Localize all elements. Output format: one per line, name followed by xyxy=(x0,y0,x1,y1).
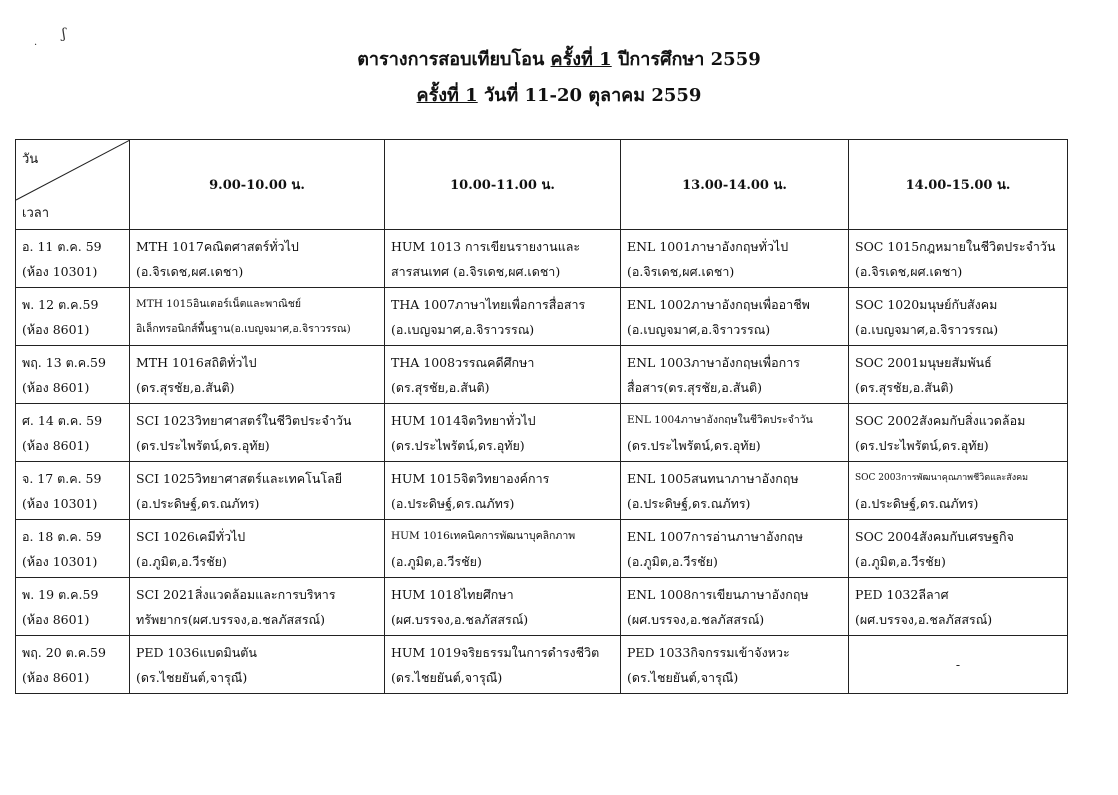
day-label: อ. 18 ต.ค. 59 xyxy=(22,528,102,544)
exam-cell xyxy=(621,230,849,288)
exam-cell xyxy=(849,462,1068,520)
day-label: พ. 19 ต.ค.59 xyxy=(22,586,99,602)
course-title: SOC 2003การพัฒนาคุณภาพชีวิตและสังคม xyxy=(855,472,1029,483)
course-title: SOC 2002สังคมกับสิ่งแวดล้อม xyxy=(855,412,1026,428)
exam-cell xyxy=(849,346,1068,404)
course-title: SOC 2004สังคมกับเศรษฐกิจ xyxy=(855,528,1014,544)
course-title: MTH 1015อินเตอร์เน็ตและพาณิชย์ xyxy=(136,297,302,310)
exam-cell xyxy=(849,636,1068,694)
empty-marker: - xyxy=(955,657,961,672)
subtitle-round: ครั้งที่ 1 xyxy=(416,85,478,106)
course-detail: (ผศ.บรรจง,อ.ชลภัสสรณ์) xyxy=(627,611,765,627)
course-title: THA 1007ภาษาไทยเพื่อการสื่อสาร xyxy=(391,296,586,312)
time-slot-header: 14.00-15.00 น. xyxy=(849,140,1068,230)
exam-cell xyxy=(849,520,1068,578)
day-cell xyxy=(16,578,130,636)
subtitle-dates: วันที่ 11-20 ตุลาคม 2559 xyxy=(483,85,702,106)
room-label: (ห้อง 10301) xyxy=(22,263,98,279)
day-label: พฤ. 13 ต.ค.59 xyxy=(22,354,106,370)
course-detail: (อ.ภูมิต,อ.วีรชัย) xyxy=(136,553,227,569)
exam-schedule-table xyxy=(15,139,1068,694)
exam-cell xyxy=(385,230,621,288)
day-label: ศ. 14 ต.ค. 59 xyxy=(22,412,103,428)
exam-cell xyxy=(385,578,621,636)
course-detail: (ผศ.บรรจง,อ.ชลภัสสรณ์) xyxy=(855,611,993,627)
room-label: (ห้อง 8601) xyxy=(22,437,90,453)
exam-cell xyxy=(130,520,385,578)
table-row xyxy=(16,288,1068,346)
course-detail: (อ.เบญจมาศ,อ.จิราวรรณ) xyxy=(855,321,999,337)
exam-cell xyxy=(849,288,1068,346)
exam-cell xyxy=(385,520,621,578)
exam-cell xyxy=(621,578,849,636)
page-title xyxy=(0,44,1118,73)
day-label: จ. 17 ต.ค. 59 xyxy=(22,470,102,486)
room-label: (ห้อง 8601) xyxy=(22,379,90,395)
title-year: ปีการศึกษา 2559 xyxy=(617,49,761,70)
course-detail: (ดร.สุรชัย,อ.สันติ) xyxy=(391,379,490,395)
scan-mark: ʃ xyxy=(62,26,66,42)
course-detail: (ผศ.บรรจง,อ.ชลภัสสรณ์) xyxy=(391,611,529,627)
course-detail: (ดร.ประไพรัตน์,ดร.อุทัย) xyxy=(136,437,270,453)
course-title: HUM 1013 การเขียนรายงานและ xyxy=(391,238,581,254)
course-title: MTH 1016สถิติทั่วไป xyxy=(136,354,257,370)
course-title: SCI 1023วิทยาศาสตร์ในชีวิตประจำวัน xyxy=(136,412,352,428)
room-label: (ห้อง 8601) xyxy=(22,611,90,627)
time-slot-header: 13.00-14.00 น. xyxy=(621,140,849,230)
exam-cell xyxy=(385,636,621,694)
day-cell xyxy=(16,288,130,346)
course-title: HUM 1014จิตวิทยาทั่วไป xyxy=(391,412,536,428)
exam-cell xyxy=(621,636,849,694)
table-row xyxy=(16,636,1068,694)
course-detail: (อ.จิรเดช,ผศ.เดชา) xyxy=(855,263,963,279)
exam-cell xyxy=(130,462,385,520)
day-label: อ. 11 ต.ค. 59 xyxy=(22,238,102,254)
table-row xyxy=(16,462,1068,520)
course-detail: (อ.ภูมิต,อ.วีรชัย) xyxy=(627,553,718,569)
course-detail: (อ.ประดิษฐ์,ดร.ณภัทร) xyxy=(136,495,260,511)
course-detail: สื่อสาร(ดร.สุรชัย,อ.สันติ) xyxy=(627,379,762,395)
course-title: SOC 2001มนุษยสัมพันธ์ xyxy=(855,354,992,370)
scan-dot: · xyxy=(34,40,38,51)
course-title: ENL 1005สนทนาภาษาอังกฤษ xyxy=(627,470,799,486)
course-title: ENL 1008การเขียนภาษาอังกฤษ xyxy=(627,586,809,602)
course-title: PED 1032ลีลาศ xyxy=(855,586,949,602)
exam-cell xyxy=(621,462,849,520)
time-slot-header: 10.00-11.00 น. xyxy=(385,140,621,230)
exam-cell xyxy=(385,346,621,404)
day-cell xyxy=(16,636,130,694)
time-slot-header: 9.00-10.00 น. xyxy=(130,140,385,230)
course-detail: (ดร.ประไพรัตน์,ดร.อุทัย) xyxy=(627,437,761,453)
course-title: SCI 1026เคมีทั่วไป xyxy=(136,528,246,544)
room-label: (ห้อง 8601) xyxy=(22,669,90,685)
course-title: ENL 1003ภาษาอังกฤษเพื่อการ xyxy=(627,354,800,370)
table-row xyxy=(16,230,1068,288)
course-detail: (อ.จิรเดช,ผศ.เดชา) xyxy=(627,263,735,279)
course-title: HUM 1018ไทยศึกษา xyxy=(391,586,514,602)
course-detail: (ดร.ไชยยันต์,จารุณี) xyxy=(627,669,739,685)
title-prefix: ตารางการสอบเทียบโอน xyxy=(357,49,545,70)
exam-cell xyxy=(849,578,1068,636)
course-detail: (อ.เบญจมาศ,อ.จิราวรรณ) xyxy=(627,321,771,337)
exam-cell xyxy=(130,404,385,462)
course-detail: (อ.เบญจมาศ,อ.จิราวรรณ) xyxy=(391,321,535,337)
course-title: PED 1033กิจกรรมเข้าจังหวะ xyxy=(627,644,790,660)
header-row xyxy=(16,140,1068,230)
title-round: ครั้งที่ 1 xyxy=(550,49,612,70)
course-detail: (ดร.ไชยยันต์,จารุณี) xyxy=(136,669,248,685)
table-row xyxy=(16,578,1068,636)
exam-cell xyxy=(621,520,849,578)
day-cell xyxy=(16,230,130,288)
exam-cell xyxy=(130,288,385,346)
day-label: พ. 12 ต.ค.59 xyxy=(22,296,99,312)
course-detail: (ดร.สุรชัย,อ.สันติ) xyxy=(855,379,954,395)
corner-time-label: เวลา xyxy=(22,206,50,221)
course-title: SCI 1025วิทยาศาสตร์และเทคโนโลยี xyxy=(136,470,343,486)
exam-cell xyxy=(621,346,849,404)
course-title: ENL 1004ภาษาอังกฤษในชีวิตประจำวัน xyxy=(627,413,813,426)
day-label: พฤ. 20 ต.ค.59 xyxy=(22,644,106,660)
course-title: HUM 1016เทคนิคการพัฒนาบุคลิกภาพ xyxy=(391,529,576,542)
course-title: PED 1036แบดมินตัน xyxy=(136,644,257,660)
course-detail: ทรัพยากร(ผศ.บรรจง,อ.ชลภัสสรณ์) xyxy=(136,611,326,627)
corner-cell xyxy=(16,140,130,230)
course-title: ENL 1007การอ่านภาษาอังกฤษ xyxy=(627,528,804,544)
course-detail: สารสนเทศ (อ.จิรเดช,ผศ.เดชา) xyxy=(391,263,561,279)
course-title: ENL 1002ภาษาอังกฤษเพื่ออาชีพ xyxy=(627,296,810,312)
course-title: SOC 1020มนุษย์กับสังคม xyxy=(855,296,998,312)
corner-day-label: วัน xyxy=(22,152,39,167)
course-detail: (อ.ประดิษฐ์,ดร.ณภัทร) xyxy=(391,495,515,511)
exam-cell xyxy=(130,346,385,404)
day-cell xyxy=(16,346,130,404)
course-detail: (ดร.สุรชัย,อ.สันติ) xyxy=(136,379,235,395)
course-title: SOC 1015กฎหมายในชีวิตประจำวัน xyxy=(855,238,1056,254)
exam-cell xyxy=(130,230,385,288)
course-title: THA 1008วรรณคดีศึกษา xyxy=(391,354,535,370)
room-label: (ห้อง 10301) xyxy=(22,553,98,569)
course-detail: (ดร.ประไพรัตน์,ดร.อุทัย) xyxy=(391,437,525,453)
day-cell xyxy=(16,462,130,520)
page-subtitle xyxy=(0,80,1118,109)
schedule-body xyxy=(16,230,1068,694)
table-row xyxy=(16,520,1068,578)
course-detail: (อ.ประดิษฐ์,ดร.ณภัทร) xyxy=(627,495,751,511)
course-title: SCI 2021สิ่งแวดล้อมและการบริหาร xyxy=(136,586,336,602)
exam-cell xyxy=(385,462,621,520)
course-title: ENL 1001ภาษาอังกฤษทั่วไป xyxy=(627,238,789,254)
day-cell xyxy=(16,520,130,578)
course-detail: (อ.ประดิษฐ์,ดร.ณภัทร) xyxy=(855,495,979,511)
course-detail: (อ.ภูมิต,อ.วีรชัย) xyxy=(855,553,946,569)
room-label: (ห้อง 8601) xyxy=(22,321,90,337)
table-row xyxy=(16,404,1068,462)
course-detail: (อ.ภูมิต,อ.วีรชัย) xyxy=(391,553,482,569)
course-detail: (อ.จิรเดช,ผศ.เดชา) xyxy=(136,263,244,279)
room-label: (ห้อง 10301) xyxy=(22,495,98,511)
course-title: HUM 1015จิตวิทยาองค์การ xyxy=(391,470,550,486)
exam-cell xyxy=(621,404,849,462)
table-row xyxy=(16,346,1068,404)
course-detail: อิเล็กทรอนิกส์พื้นฐาน(อ.เบญจมาศ,อ.จิราวรรณ) xyxy=(136,322,351,335)
exam-cell xyxy=(849,404,1068,462)
exam-cell xyxy=(130,636,385,694)
course-detail: (ดร.ประไพรัตน์,ดร.อุทัย) xyxy=(855,437,989,453)
exam-cell xyxy=(849,230,1068,288)
exam-cell xyxy=(130,578,385,636)
course-detail: (ดร.ไชยยันต์,จารุณี) xyxy=(391,669,503,685)
course-title: HUM 1019จริยธรรมในการดำรงชีวิต xyxy=(391,644,600,660)
exam-cell xyxy=(385,288,621,346)
day-cell xyxy=(16,404,130,462)
course-title: MTH 1017คณิตศาสตร์ทั่วไป xyxy=(136,238,299,254)
exam-cell xyxy=(385,404,621,462)
exam-cell xyxy=(621,288,849,346)
